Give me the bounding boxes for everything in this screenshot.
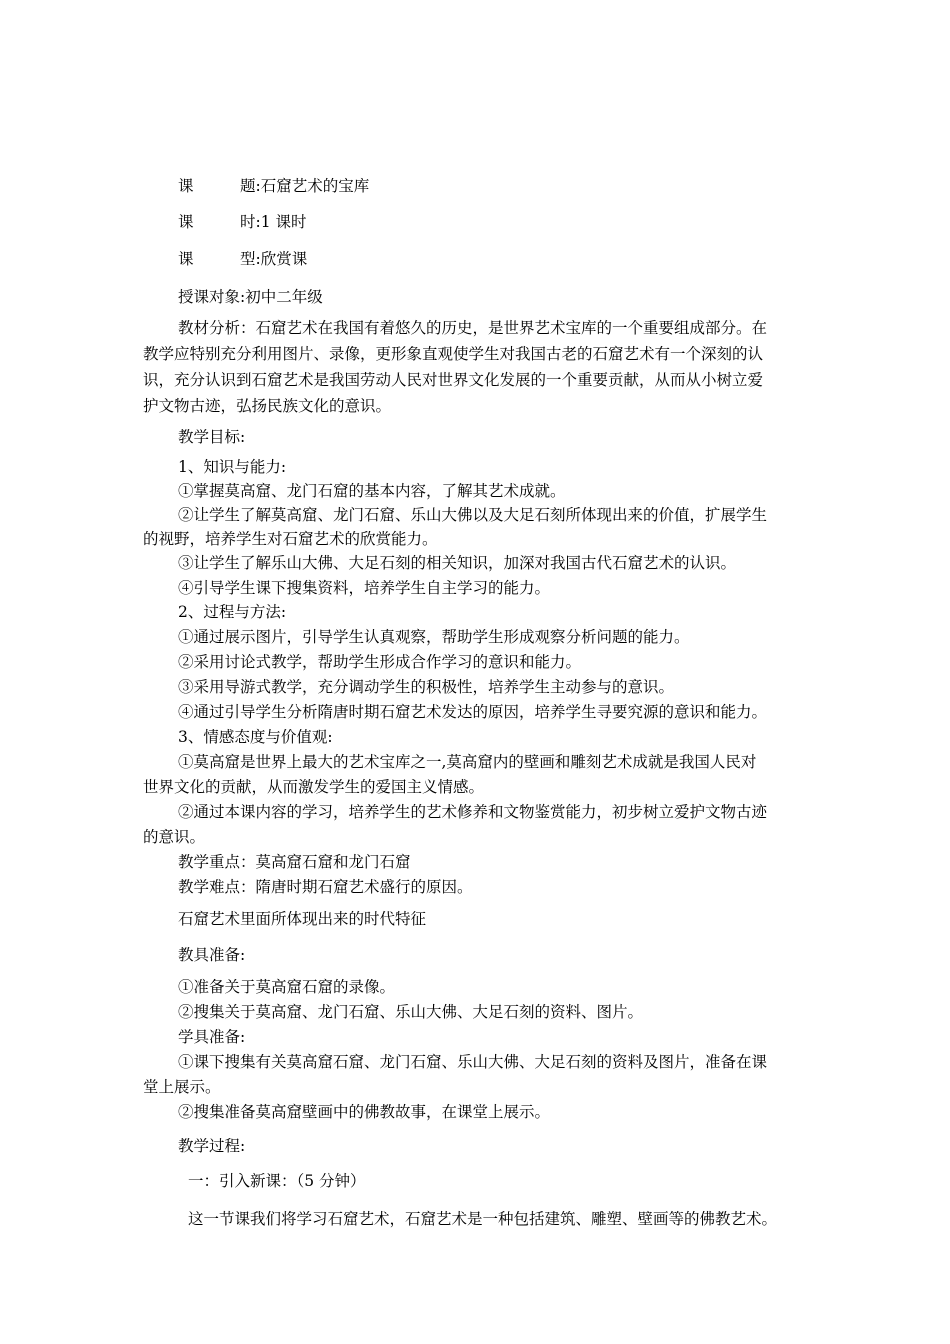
topic-key-2: 题 (240, 177, 256, 195)
teaching-difficulty-cont: 石窟艺术里面所体现出来的时代特征 (178, 910, 427, 928)
teacher-prep-heading: 教具准备: (178, 946, 246, 964)
knowledge-heading: 1、知识与能力: (178, 458, 287, 476)
emotion-heading: 3、情感态度与价值观: (178, 728, 333, 746)
emotion-item-2a: ②通过本课内容的学习，培养学生的艺术修养和文物鉴赏能力，初步树立爱护文物古迹 (178, 803, 768, 821)
process-step-1: 一：引入新课：（5 分钟） (188, 1172, 366, 1190)
knowledge-item-2b: 的视野，培养学生对石窟艺术的欣赏能力。 (143, 530, 438, 548)
process-method-item-1: ①通过展示图片，引导学生认真观察，帮助学生形成观察分析问题的能力。 (178, 628, 690, 646)
teacher-prep-item-1: ①准备关于莫高窟石窟的录像。 (178, 978, 396, 996)
goals-heading: 教学目标: (178, 428, 246, 446)
process-step-1-text: 这一节课我们将学习石窟艺术，石窟艺术是一种包括建筑、雕塑、壁画等的佛教艺术。 (188, 1210, 778, 1228)
knowledge-item-4: ④引导学生课下搜集资料，培养学生自主学习的能力。 (178, 579, 551, 597)
teaching-focus: 教学重点：莫高窟石窟和龙门石窟 (178, 853, 411, 871)
process-method-item-4: ④通过引导学生分析隋唐时期石窟艺术发达的原因，培养学生寻要究源的意识和能力。 (178, 703, 768, 721)
process-method-heading: 2、过程与方法: (178, 603, 287, 621)
process-method-item-2: ②采用讨论式教学，帮助学生形成合作学习的意识和能力。 (178, 653, 582, 671)
analysis-line-2: 教学应特别充分利用图片、录像，更形象直观使学生对我国古老的石窟艺术有一个深刻的认 (143, 345, 764, 363)
topic-key-1: 课 (178, 177, 194, 195)
type-value: :欣赏课 (255, 250, 308, 268)
topic-value: :石窟艺术的宝库 (255, 177, 370, 195)
topic-line (178, 176, 369, 196)
type-key-1: 课 (178, 250, 194, 268)
knowledge-item-1: ①掌握莫高窟、龙门石窟的基本内容，了解其艺术成就。 (178, 482, 566, 500)
target-line: 授课对象:初中二年级 (178, 288, 323, 306)
student-prep-item-1a: ①课下搜集有关莫高窟石窟、龙门石窟、乐山大佛、大足石刻的资料及图片，准备在课 (178, 1053, 768, 1071)
emotion-item-1b: 世界文化的贡献，从而激发学生的爱国主义情感。 (143, 778, 485, 796)
type-line (178, 249, 307, 269)
teaching-difficulty: 教学难点：隋唐时期石窟艺术盛行的原因。 (178, 878, 473, 896)
student-prep-heading: 学具准备: (178, 1028, 246, 1046)
analysis-line-1: 教材分析：石窟艺术在我国有着悠久的历史，是世界艺术宝库的一个重要组成部分。在 (178, 319, 768, 337)
period-key-2: 时 (240, 213, 256, 231)
emotion-item-1a: ①莫高窟是世界上最大的艺术宝库之一,莫高窟内的壁画和雕刻艺术成就是我国人民对 (178, 753, 757, 771)
student-prep-item-2: ②搜集准备莫高窟壁画中的佛教故事，在课堂上展示。 (178, 1103, 551, 1121)
type-key-2: 型 (240, 250, 256, 268)
knowledge-item-2a: ②让学生了解莫高窟、龙门石窟、乐山大佛以及大足石刻所体现出来的价值，扩展学生 (178, 506, 768, 524)
student-prep-item-1b: 堂上展示。 (143, 1078, 221, 1096)
period-key-1: 课 (178, 213, 194, 231)
process-method-item-3: ③采用导游式教学，充分调动学生的积极性，培养学生主动参与的意识。 (178, 678, 675, 696)
teacher-prep-item-2: ②搜集关于莫高窟、龙门石窟、乐山大佛、大足石刻的资料、图片。 (178, 1003, 644, 1021)
analysis-line-4: 护文物古迹，弘扬民族文化的意识。 (143, 397, 392, 415)
period-value: :1 课时 (255, 213, 307, 231)
knowledge-item-3: ③让学生了解乐山大佛、大足石刻的相关知识，加深对我国古代石窟艺术的认识。 (178, 554, 737, 572)
process-heading: 教学过程: (178, 1137, 246, 1155)
period-line (178, 212, 307, 232)
analysis-line-3: 识，充分认识到石窟艺术是我国劳动人民对世界文化发展的一个重要贡献，从而从小树立爱 (143, 371, 764, 389)
emotion-item-2b: 的意识。 (143, 828, 206, 846)
